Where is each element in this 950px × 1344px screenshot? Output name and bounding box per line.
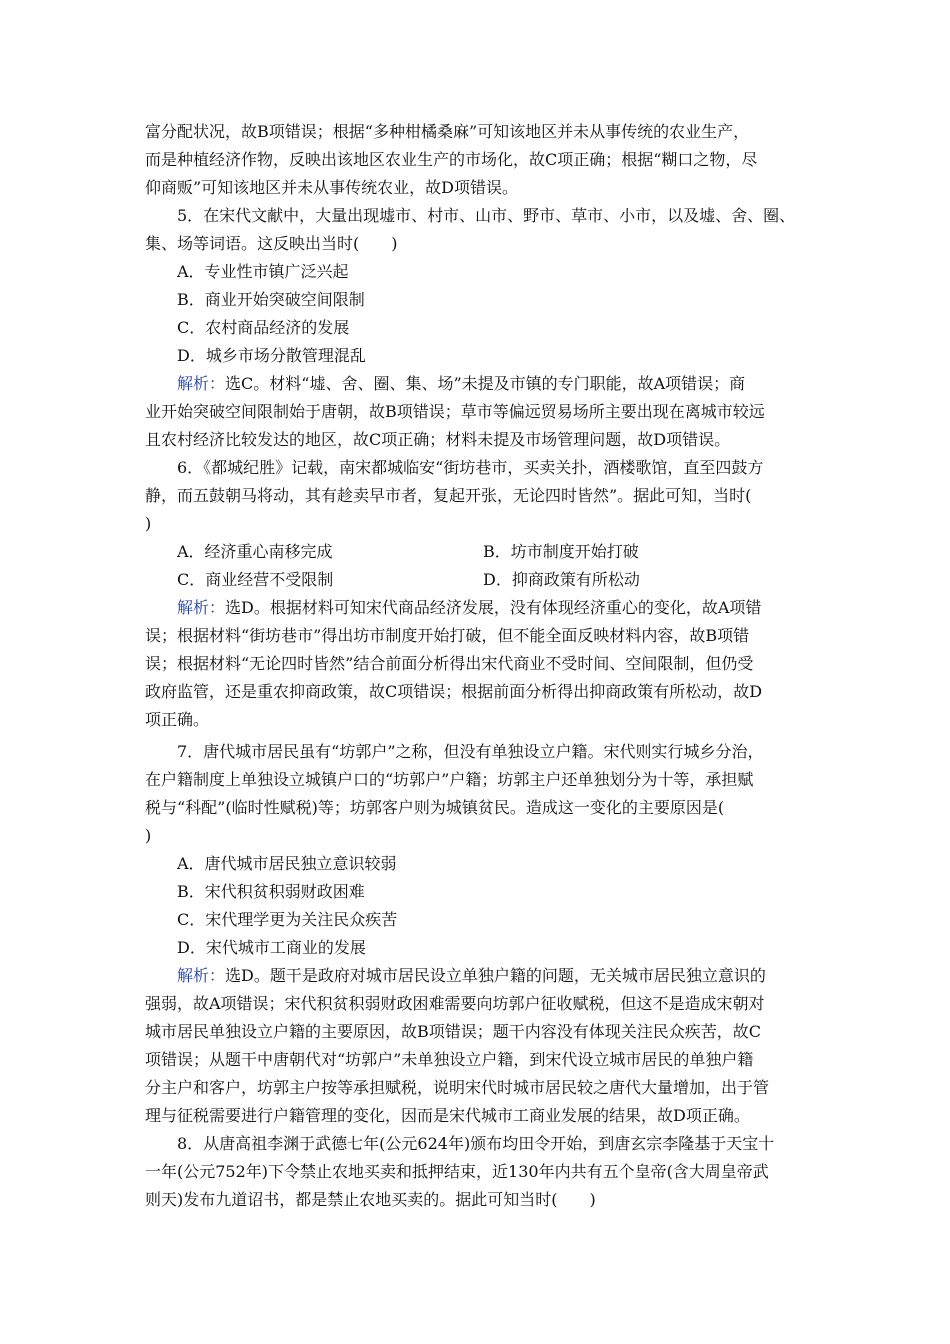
analysis-line: [177, 374, 745, 394]
option-b: B．坊市制度开始打破: [483, 542, 639, 561]
option-b: B．宋代积贫积弱财政困难: [177, 882, 365, 901]
text-line: ): [145, 514, 152, 533]
text-line: 富分配状况，故B项错误；根据“多种柑橘桑麻”可知该地区并未从事传统的农业生产，: [145, 122, 750, 141]
text-line: 仰商贩”可知该地区并未从事传统农业，故D项错误。: [145, 178, 519, 197]
question-6-stem: 6．《都城纪胜》记载，南宋都城临安“街坊巷市，买卖关扑，酒楼歌馆，直至四鼓方: [177, 458, 764, 477]
text-line: 项正确。: [145, 710, 210, 729]
option-c: C．商业经营不受限制: [177, 570, 334, 589]
option-d: D．抑商政策有所松动: [483, 570, 640, 589]
option-d: D．城乡市场分散管理混乱: [177, 346, 366, 365]
text-line: 城市居民单独设立户籍的主要原因，故B项错误；题干内容没有体现关注民众疾苦，故C: [145, 1022, 762, 1041]
text-line: 项错误；从题干中唐朝代对“坊郭户”未单独设立户籍，到宋代设立城市居民的单独户籍: [145, 1050, 754, 1069]
text-line: 误；根据材料“无论四时皆然”结合前面分析得出宋代商业不受时间、空间限制，但仍受: [145, 654, 754, 673]
text-line: 一年(公元752年)下令禁止农地买卖和抵押结束，近130年内共有五个皇帝(含大周皇帝武: [145, 1162, 769, 1181]
text-line: 在户籍制度上单独设立城镇户口的“坊郭户”户籍；坊郭主户还单独划分为十等，承担赋: [145, 770, 754, 789]
text-line: 理与征税需要进行户籍管理的变化，因而是宋代城市工商业发展的结果，故D项正确。: [145, 1106, 750, 1125]
option-a: A．唐代城市居民独立意识较弱: [177, 854, 397, 873]
question-7-stem: 7．唐代城市居民虽有“坊郭户”之称，但没有单独设立户籍。宋代则实行城乡分治，: [177, 742, 764, 761]
analysis-label: 解析：: [177, 598, 226, 617]
option-c: C．农村商品经济的发展: [177, 318, 350, 337]
option-d: D．宋代城市工商业的发展: [177, 938, 366, 957]
analysis-text: 选C。材料“墟、舍、圈、集、场”未提及市镇的专门职能，故A项错误；商: [225, 374, 746, 393]
text-line: 分主户和客户，坊郭主户按等承担赋税，说明宋代时城市居民较之唐代大量增加，出于管: [145, 1078, 770, 1097]
analysis-label: 解析：: [177, 374, 226, 393]
question-8-stem: 8．从唐高祖李渊于武德七年(公元624年)颁布均田令开始，到唐玄宗李隆基于天宝十: [177, 1134, 775, 1153]
text-line: 则天)发布九道诏书，都是禁止农地买卖的。据此可知当时( ): [145, 1190, 596, 1209]
text-line: 业开始突破空间限制始于唐朝，故B项错误；草市等偏远贸易场所主要出现在离城市较远: [145, 402, 765, 421]
question-5-stem: 5．在宋代文献中，大量出现墟市、村市、山市、野市、草市、小市，以及墟、舍、圈、: [177, 206, 796, 225]
option-c: C．宋代理学更为关注民众疾苦: [177, 910, 398, 929]
option-b: B．商业开始突破空间限制: [177, 290, 365, 309]
text-line: 集、场等词语。这反映出当时( ): [145, 234, 398, 253]
analysis-text: 选D。根据材料可知宋代商品经济发展，没有体现经济重心的变化，故A项错: [225, 598, 762, 617]
text-line: 且农村经济比较发达的地区，故C项正确；材料未提及市场管理问题，故D项错误。: [145, 430, 731, 449]
text-line: 强弱，故A项错误；宋代积贫积弱财政困难需要向坊郭户征收赋税，但这不是造成宋朝对: [145, 994, 765, 1013]
text-line: 误；根据材料“街坊巷市”得出坊市制度开始打破，但不能全面反映材料内容，故B项错: [145, 626, 750, 645]
option-a: A．专业性市镇广泛兴起: [177, 262, 349, 281]
analysis-line: [177, 966, 766, 986]
analysis-line: [177, 598, 761, 618]
text-line: 而是种植经济作物，反映出该地区农业生产的市场化，故C项正确；根据“糊口之物，尽: [145, 150, 758, 169]
analysis-label: 解析：: [177, 966, 226, 985]
text-line: 静，而五鼓朝马将动，其有趁卖早市者，复起开张，无论四时皆然”。据此可知，当时(: [145, 486, 752, 505]
text-line: 政府监管，还是重农抑商政策，故C项错误；根据前面分析得出抑商政策有所松动，故D: [145, 682, 763, 701]
analysis-text: 选D。题干是政府对城市居民设立单独户籍的问题，无关城市居民独立意识的: [225, 966, 766, 985]
text-line: ): [145, 826, 152, 845]
text-line: 税与“科配”(临时性赋税)等；坊郭客户则为城镇贫民。造成这一变化的主要原因是(: [145, 798, 725, 817]
option-a: A．经济重心南移完成: [177, 542, 333, 561]
